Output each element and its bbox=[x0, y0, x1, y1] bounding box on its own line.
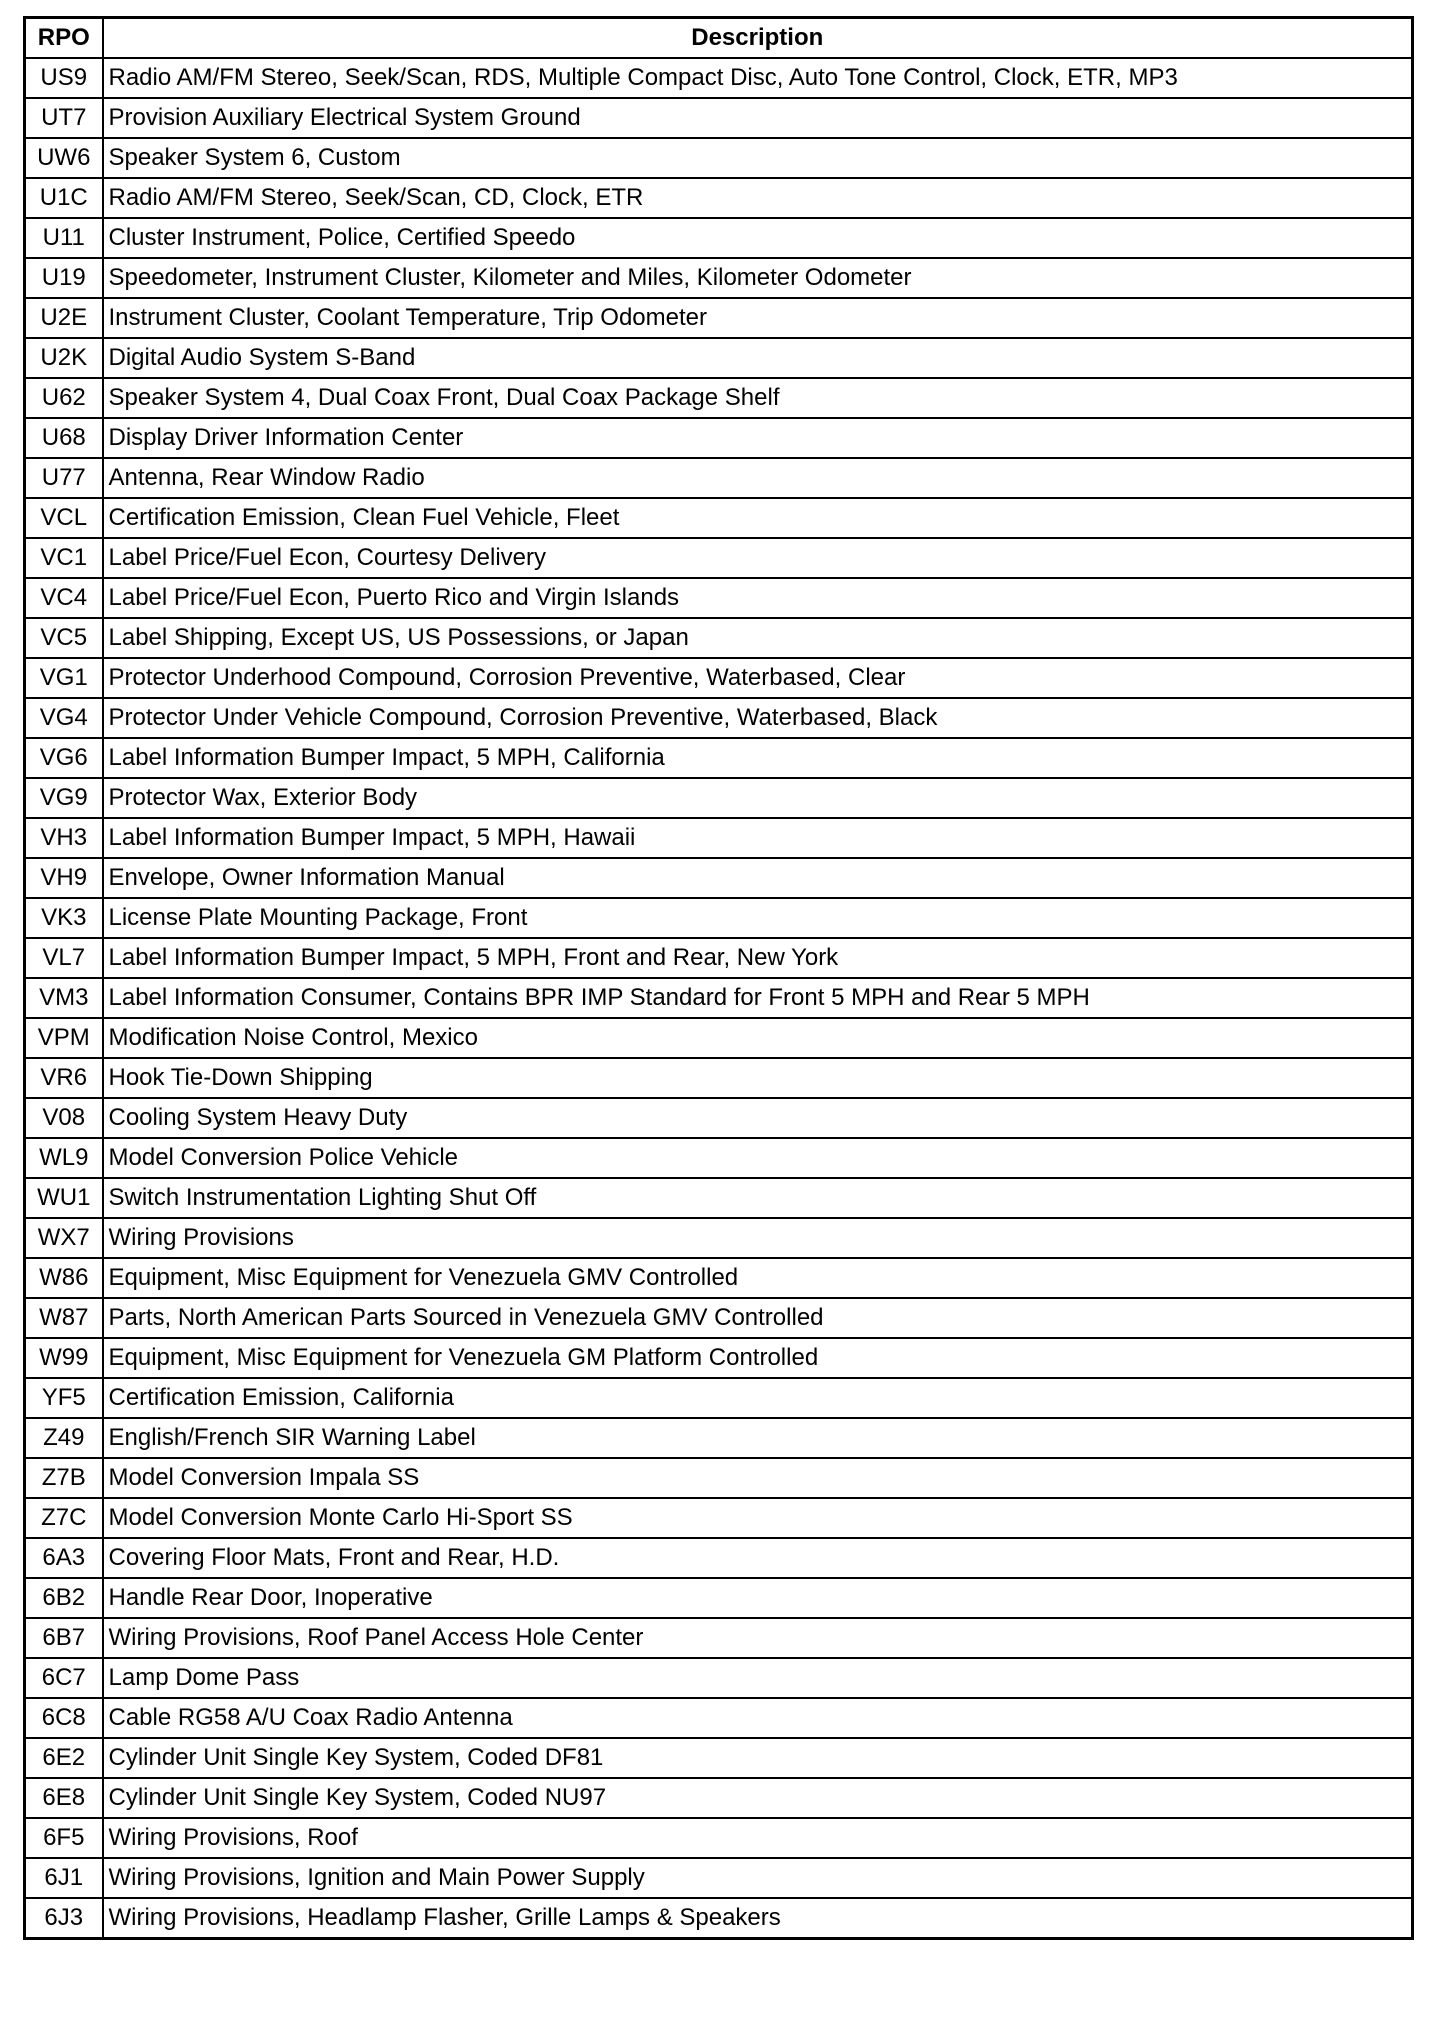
rpo-code-cell: 6A3 bbox=[25, 1538, 103, 1578]
rpo-code-cell: VR6 bbox=[25, 1058, 103, 1098]
rpo-code-cell: VPM bbox=[25, 1018, 103, 1058]
description-cell: Label Price/Fuel Econ, Courtesy Delivery bbox=[103, 538, 1413, 578]
rpo-code-cell: VG6 bbox=[25, 738, 103, 778]
description-cell: Wiring Provisions, Headlamp Flasher, Grille Lamps & Speakers bbox=[103, 1898, 1413, 1939]
table-row bbox=[25, 1578, 1413, 1618]
description-cell: Parts, North American Parts Sourced in Venezuela GMV Controlled bbox=[103, 1298, 1413, 1338]
table-row bbox=[25, 938, 1413, 978]
rpo-column-header: RPO bbox=[25, 18, 103, 59]
description-cell: Protector Wax, Exterior Body bbox=[103, 778, 1413, 818]
table-row bbox=[25, 298, 1413, 338]
description-cell: Speaker System 6, Custom bbox=[103, 138, 1413, 178]
description-cell: Wiring Provisions, Ignition and Main Power Supply bbox=[103, 1858, 1413, 1898]
description-cell: Radio AM/FM Stereo, Seek/Scan, RDS, Multiple Compact Disc, Auto Tone Control, Clock, ETR, MP3 bbox=[103, 58, 1413, 98]
table-row bbox=[25, 338, 1413, 378]
description-cell: Model Conversion Impala SS bbox=[103, 1458, 1413, 1498]
rpo-code-cell: VC5 bbox=[25, 618, 103, 658]
description-cell: Cable RG58 A/U Coax Radio Antenna bbox=[103, 1698, 1413, 1738]
description-cell: Switch Instrumentation Lighting Shut Off bbox=[103, 1178, 1413, 1218]
rpo-code-cell: VM3 bbox=[25, 978, 103, 1018]
rpo-code-cell: 6B7 bbox=[25, 1618, 103, 1658]
rpo-code-cell: Z7C bbox=[25, 1498, 103, 1538]
rpo-code-cell: U19 bbox=[25, 258, 103, 298]
rpo-code-cell: US9 bbox=[25, 58, 103, 98]
table-row bbox=[25, 1138, 1413, 1178]
table-row bbox=[25, 1338, 1413, 1378]
table-row bbox=[25, 498, 1413, 538]
table-row bbox=[25, 378, 1413, 418]
description-cell: Model Conversion Monte Carlo Hi-Sport SS bbox=[103, 1498, 1413, 1538]
rpo-code-cell: YF5 bbox=[25, 1378, 103, 1418]
table-row bbox=[25, 1218, 1413, 1258]
table-body bbox=[25, 58, 1413, 1939]
rpo-code-cell: Z7B bbox=[25, 1458, 103, 1498]
table-header bbox=[25, 18, 1413, 59]
table-row bbox=[25, 538, 1413, 578]
rpo-code-cell: W86 bbox=[25, 1258, 103, 1298]
rpo-code-cell: 6E8 bbox=[25, 1778, 103, 1818]
description-cell: Wiring Provisions bbox=[103, 1218, 1413, 1258]
table-row bbox=[25, 778, 1413, 818]
description-cell: Modification Noise Control, Mexico bbox=[103, 1018, 1413, 1058]
description-cell: Cluster Instrument, Police, Certified Speedo bbox=[103, 218, 1413, 258]
description-cell: Lamp Dome Pass bbox=[103, 1658, 1413, 1698]
table-row bbox=[25, 1618, 1413, 1658]
description-cell: Model Conversion Police Vehicle bbox=[103, 1138, 1413, 1178]
rpo-code-cell: VG4 bbox=[25, 698, 103, 738]
rpo-code-cell: W99 bbox=[25, 1338, 103, 1378]
table-row bbox=[25, 1178, 1413, 1218]
description-cell: Covering Floor Mats, Front and Rear, H.D. bbox=[103, 1538, 1413, 1578]
description-cell: Label Information Bumper Impact, 5 MPH, Hawaii bbox=[103, 818, 1413, 858]
rpo-code-cell: 6C8 bbox=[25, 1698, 103, 1738]
rpo-code-cell: VC4 bbox=[25, 578, 103, 618]
rpo-code-cell: U68 bbox=[25, 418, 103, 458]
table-row bbox=[25, 1538, 1413, 1578]
rpo-code-cell: Z49 bbox=[25, 1418, 103, 1458]
rpo-code-cell: 6C7 bbox=[25, 1658, 103, 1698]
description-cell: Hook Tie-Down Shipping bbox=[103, 1058, 1413, 1098]
rpo-code-cell: VC1 bbox=[25, 538, 103, 578]
description-cell: Wiring Provisions, Roof bbox=[103, 1818, 1413, 1858]
table-row bbox=[25, 1018, 1413, 1058]
description-cell: Equipment, Misc Equipment for Venezuela GM Platform Controlled bbox=[103, 1338, 1413, 1378]
description-cell: Instrument Cluster, Coolant Temperature, Trip Odometer bbox=[103, 298, 1413, 338]
description-cell: Antenna, Rear Window Radio bbox=[103, 458, 1413, 498]
description-cell: Display Driver Information Center bbox=[103, 418, 1413, 458]
table-row bbox=[25, 418, 1413, 458]
rpo-code-cell: VH3 bbox=[25, 818, 103, 858]
rpo-code-cell: U2K bbox=[25, 338, 103, 378]
table-row bbox=[25, 458, 1413, 498]
description-cell: License Plate Mounting Package, Front bbox=[103, 898, 1413, 938]
rpo-code-cell: VG1 bbox=[25, 658, 103, 698]
table-row bbox=[25, 1898, 1413, 1939]
rpo-code-cell: V08 bbox=[25, 1098, 103, 1138]
rpo-code-cell: 6J1 bbox=[25, 1858, 103, 1898]
description-cell: Wiring Provisions, Roof Panel Access Hole Center bbox=[103, 1618, 1413, 1658]
rpo-code-cell: 6B2 bbox=[25, 1578, 103, 1618]
table-row bbox=[25, 1778, 1413, 1818]
table-row bbox=[25, 1738, 1413, 1778]
description-cell: Provision Auxiliary Electrical System Ground bbox=[103, 98, 1413, 138]
description-cell: Speedometer, Instrument Cluster, Kilometer and Miles, Kilometer Odometer bbox=[103, 258, 1413, 298]
table-row bbox=[25, 1418, 1413, 1458]
rpo-code-cell: VG9 bbox=[25, 778, 103, 818]
description-cell: English/French SIR Warning Label bbox=[103, 1418, 1413, 1458]
table-row bbox=[25, 98, 1413, 138]
description-cell: Handle Rear Door, Inoperative bbox=[103, 1578, 1413, 1618]
description-cell: Label Information Bumper Impact, 5 MPH, Front and Rear, New York bbox=[103, 938, 1413, 978]
table-row bbox=[25, 1818, 1413, 1858]
rpo-code-cell: U2E bbox=[25, 298, 103, 338]
rpo-code-cell: 6J3 bbox=[25, 1898, 103, 1939]
table-row bbox=[25, 698, 1413, 738]
description-cell: Label Information Bumper Impact, 5 MPH, California bbox=[103, 738, 1413, 778]
table-row bbox=[25, 618, 1413, 658]
table-row bbox=[25, 178, 1413, 218]
table-row bbox=[25, 1258, 1413, 1298]
description-cell: Label Shipping, Except US, US Possessions, or Japan bbox=[103, 618, 1413, 658]
description-cell: Cylinder Unit Single Key System, Coded DF81 bbox=[103, 1738, 1413, 1778]
description-column-header: Description bbox=[103, 18, 1413, 59]
table-row bbox=[25, 658, 1413, 698]
rpo-code-cell: U62 bbox=[25, 378, 103, 418]
table-row bbox=[25, 978, 1413, 1018]
description-cell: Equipment, Misc Equipment for Venezuela GMV Controlled bbox=[103, 1258, 1413, 1298]
table-row bbox=[25, 738, 1413, 778]
header-row bbox=[25, 18, 1413, 59]
rpo-code-cell: WL9 bbox=[25, 1138, 103, 1178]
rpo-code-cell: 6E2 bbox=[25, 1738, 103, 1778]
rpo-code-cell: 6F5 bbox=[25, 1818, 103, 1858]
rpo-code-cell: UT7 bbox=[25, 98, 103, 138]
rpo-code-cell: UW6 bbox=[25, 138, 103, 178]
rpo-code-cell: VL7 bbox=[25, 938, 103, 978]
table-row bbox=[25, 1298, 1413, 1338]
table-row bbox=[25, 818, 1413, 858]
description-cell: Certification Emission, Clean Fuel Vehicle, Fleet bbox=[103, 498, 1413, 538]
rpo-code-cell: VCL bbox=[25, 498, 103, 538]
rpo-code-cell: WU1 bbox=[25, 1178, 103, 1218]
table-row bbox=[25, 1378, 1413, 1418]
rpo-code-cell: VH9 bbox=[25, 858, 103, 898]
description-cell: Cooling System Heavy Duty bbox=[103, 1098, 1413, 1138]
table-row bbox=[25, 1498, 1413, 1538]
table-row bbox=[25, 258, 1413, 298]
description-cell: Radio AM/FM Stereo, Seek/Scan, CD, Clock, ETR bbox=[103, 178, 1413, 218]
table-row bbox=[25, 58, 1413, 98]
table-row bbox=[25, 218, 1413, 258]
description-cell: Label Price/Fuel Econ, Puerto Rico and Virgin Islands bbox=[103, 578, 1413, 618]
table-row bbox=[25, 1098, 1413, 1138]
rpo-code-cell: VK3 bbox=[25, 898, 103, 938]
description-cell: Cylinder Unit Single Key System, Coded NU97 bbox=[103, 1778, 1413, 1818]
rpo-code-cell: WX7 bbox=[25, 1218, 103, 1258]
table-row bbox=[25, 858, 1413, 898]
table-row bbox=[25, 578, 1413, 618]
table-row bbox=[25, 1858, 1413, 1898]
table-row bbox=[25, 1698, 1413, 1738]
table-row bbox=[25, 1458, 1413, 1498]
rpo-code-cell: U11 bbox=[25, 218, 103, 258]
description-cell: Envelope, Owner Information Manual bbox=[103, 858, 1413, 898]
description-cell: Protector Underhood Compound, Corrosion Preventive, Waterbased, Clear bbox=[103, 658, 1413, 698]
rpo-table bbox=[23, 16, 1414, 1940]
rpo-code-cell: U1C bbox=[25, 178, 103, 218]
table-row bbox=[25, 898, 1413, 938]
table-row bbox=[25, 1658, 1413, 1698]
description-cell: Label Information Consumer, Contains BPR IMP Standard for Front 5 MPH and Rear 5 MPH bbox=[103, 978, 1413, 1018]
rpo-code-cell: W87 bbox=[25, 1298, 103, 1338]
description-cell: Certification Emission, California bbox=[103, 1378, 1413, 1418]
table-row bbox=[25, 138, 1413, 178]
description-cell: Speaker System 4, Dual Coax Front, Dual Coax Package Shelf bbox=[103, 378, 1413, 418]
description-cell: Digital Audio System S-Band bbox=[103, 338, 1413, 378]
rpo-code-cell: U77 bbox=[25, 458, 103, 498]
table-row bbox=[25, 1058, 1413, 1098]
description-cell: Protector Under Vehicle Compound, Corrosion Preventive, Waterbased, Black bbox=[103, 698, 1413, 738]
